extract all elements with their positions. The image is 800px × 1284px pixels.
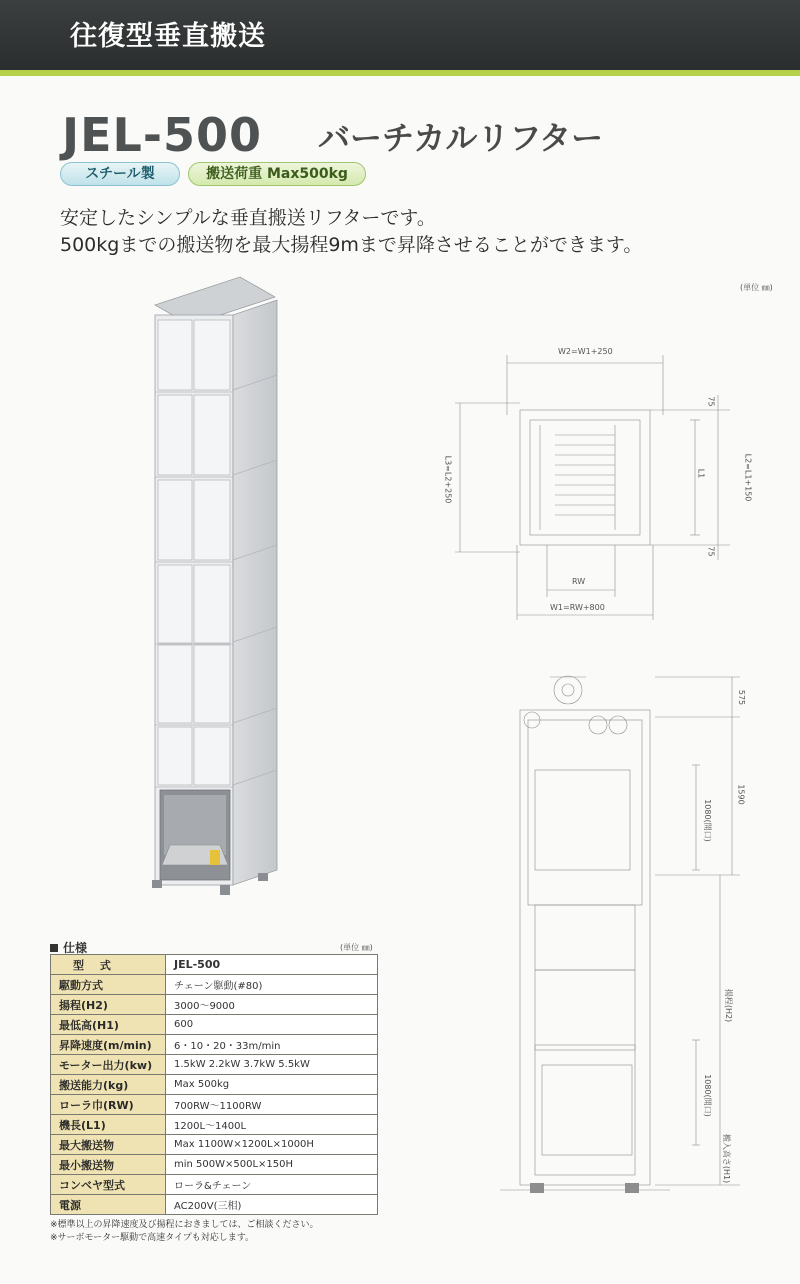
spec-value: Max 500kg [166,1075,378,1095]
header-title: 往復型垂直搬送 [70,21,266,52]
spec-table [50,954,378,1215]
spec-key: 揚程(H2) [51,995,166,1015]
header-bar [0,0,800,76]
dim-75-bottom: 75 [706,546,716,557]
dim-w2: W2=W1+250 [558,347,613,356]
dim-75-top: 75 [706,396,716,407]
spec-unit: (単位 ㎜) [340,943,373,952]
spec-value: 700RW〜1100RW [166,1095,378,1115]
table-row [51,1015,378,1035]
spec-value: 600 [166,1015,378,1035]
table-row [51,1055,378,1075]
spec-value: ローラ&チェーン [166,1175,378,1195]
table-row [51,955,378,975]
dim-l1: L1 [696,468,706,479]
description-line-1: 安定したシンプルな垂直搬送リフターです。 [60,207,436,229]
spec-value: 6・10・20・33m/min [166,1035,378,1055]
table-row [51,1035,378,1055]
spec-key: 型 式 [51,955,166,975]
dim-h1: 搬入高さ(H1) [722,1133,732,1184]
spec-note-2: ※サーボモーター駆動で高速タイプも対応します。 [50,1233,255,1243]
spec-value: AC200V(三相) [166,1195,378,1215]
spec-value: チェーン駆動(#80) [166,975,378,995]
table-row [51,1115,378,1135]
spec-key: 駆動方式 [51,975,166,995]
dim-1080-lower: 1080(開口) [702,1074,712,1117]
spec-key: 電源 [51,1195,166,1215]
product-photo [140,275,300,915]
spec-value: min 500W×500L×150H [166,1155,378,1175]
capacity-badge: 搬送荷重 Max500kg [188,162,366,186]
spec-key: ローラ巾(RW) [51,1095,166,1115]
dim-w1: W1=RW+800 [550,603,605,612]
description-line-2: 500kgまでの搬送物を最大揚程9mまで昇降させることができます。 [60,234,643,256]
table-row [51,1195,378,1215]
spec-key: 最大搬送物 [51,1135,166,1155]
table-row [51,1155,378,1175]
technical-drawing [400,285,800,1215]
spec-value: 1.5kW 2.2kW 3.7kW 5.5kW [166,1055,378,1075]
table-row [51,975,378,995]
spec-value: 1200L〜1400L [166,1115,378,1135]
spec-key: コンベヤ型式 [51,1175,166,1195]
dim-1080-upper: 1080(開口) [702,799,712,842]
product-name: バーチカルリフター [318,119,604,157]
dim-h2: 揚程(H2) [724,988,734,1023]
dim-1590: 1590 [736,784,746,805]
spec-note-1: ※標準以上の昇降速度及び揚程におきましては、ご相談ください。 [50,1220,319,1230]
dim-rw: RW [572,577,586,586]
bullet-square-icon [50,944,58,952]
model-number: JEL-500 [62,108,262,162]
dim-l2: L2=L1+150 [743,453,753,502]
spec-title: 仕様 [63,941,88,955]
dim-l3: L3=L2+250 [443,455,453,504]
table-row [51,995,378,1015]
spec-key: 最小搬送物 [51,1155,166,1175]
spec-key: 最低高(H1) [51,1015,166,1035]
spec-key: モーター出力(kw) [51,1055,166,1075]
spec-value: JEL-500 [166,955,378,975]
table-row [51,1175,378,1195]
table-row [51,1095,378,1115]
drawing-unit: (単位 ㎜) [740,283,773,292]
spec-value: Max 1100W×1200L×1000H [166,1135,378,1155]
spec-key: 機長(L1) [51,1115,166,1135]
table-row [51,1075,378,1095]
spec-key: 昇降速度(m/min) [51,1035,166,1055]
material-badge: スチール製 [60,162,180,186]
table-row [51,1135,378,1155]
spec-key: 搬送能力(kg) [51,1075,166,1095]
spec-value: 3000〜9000 [166,995,378,1015]
dim-575: 575 [737,689,747,706]
